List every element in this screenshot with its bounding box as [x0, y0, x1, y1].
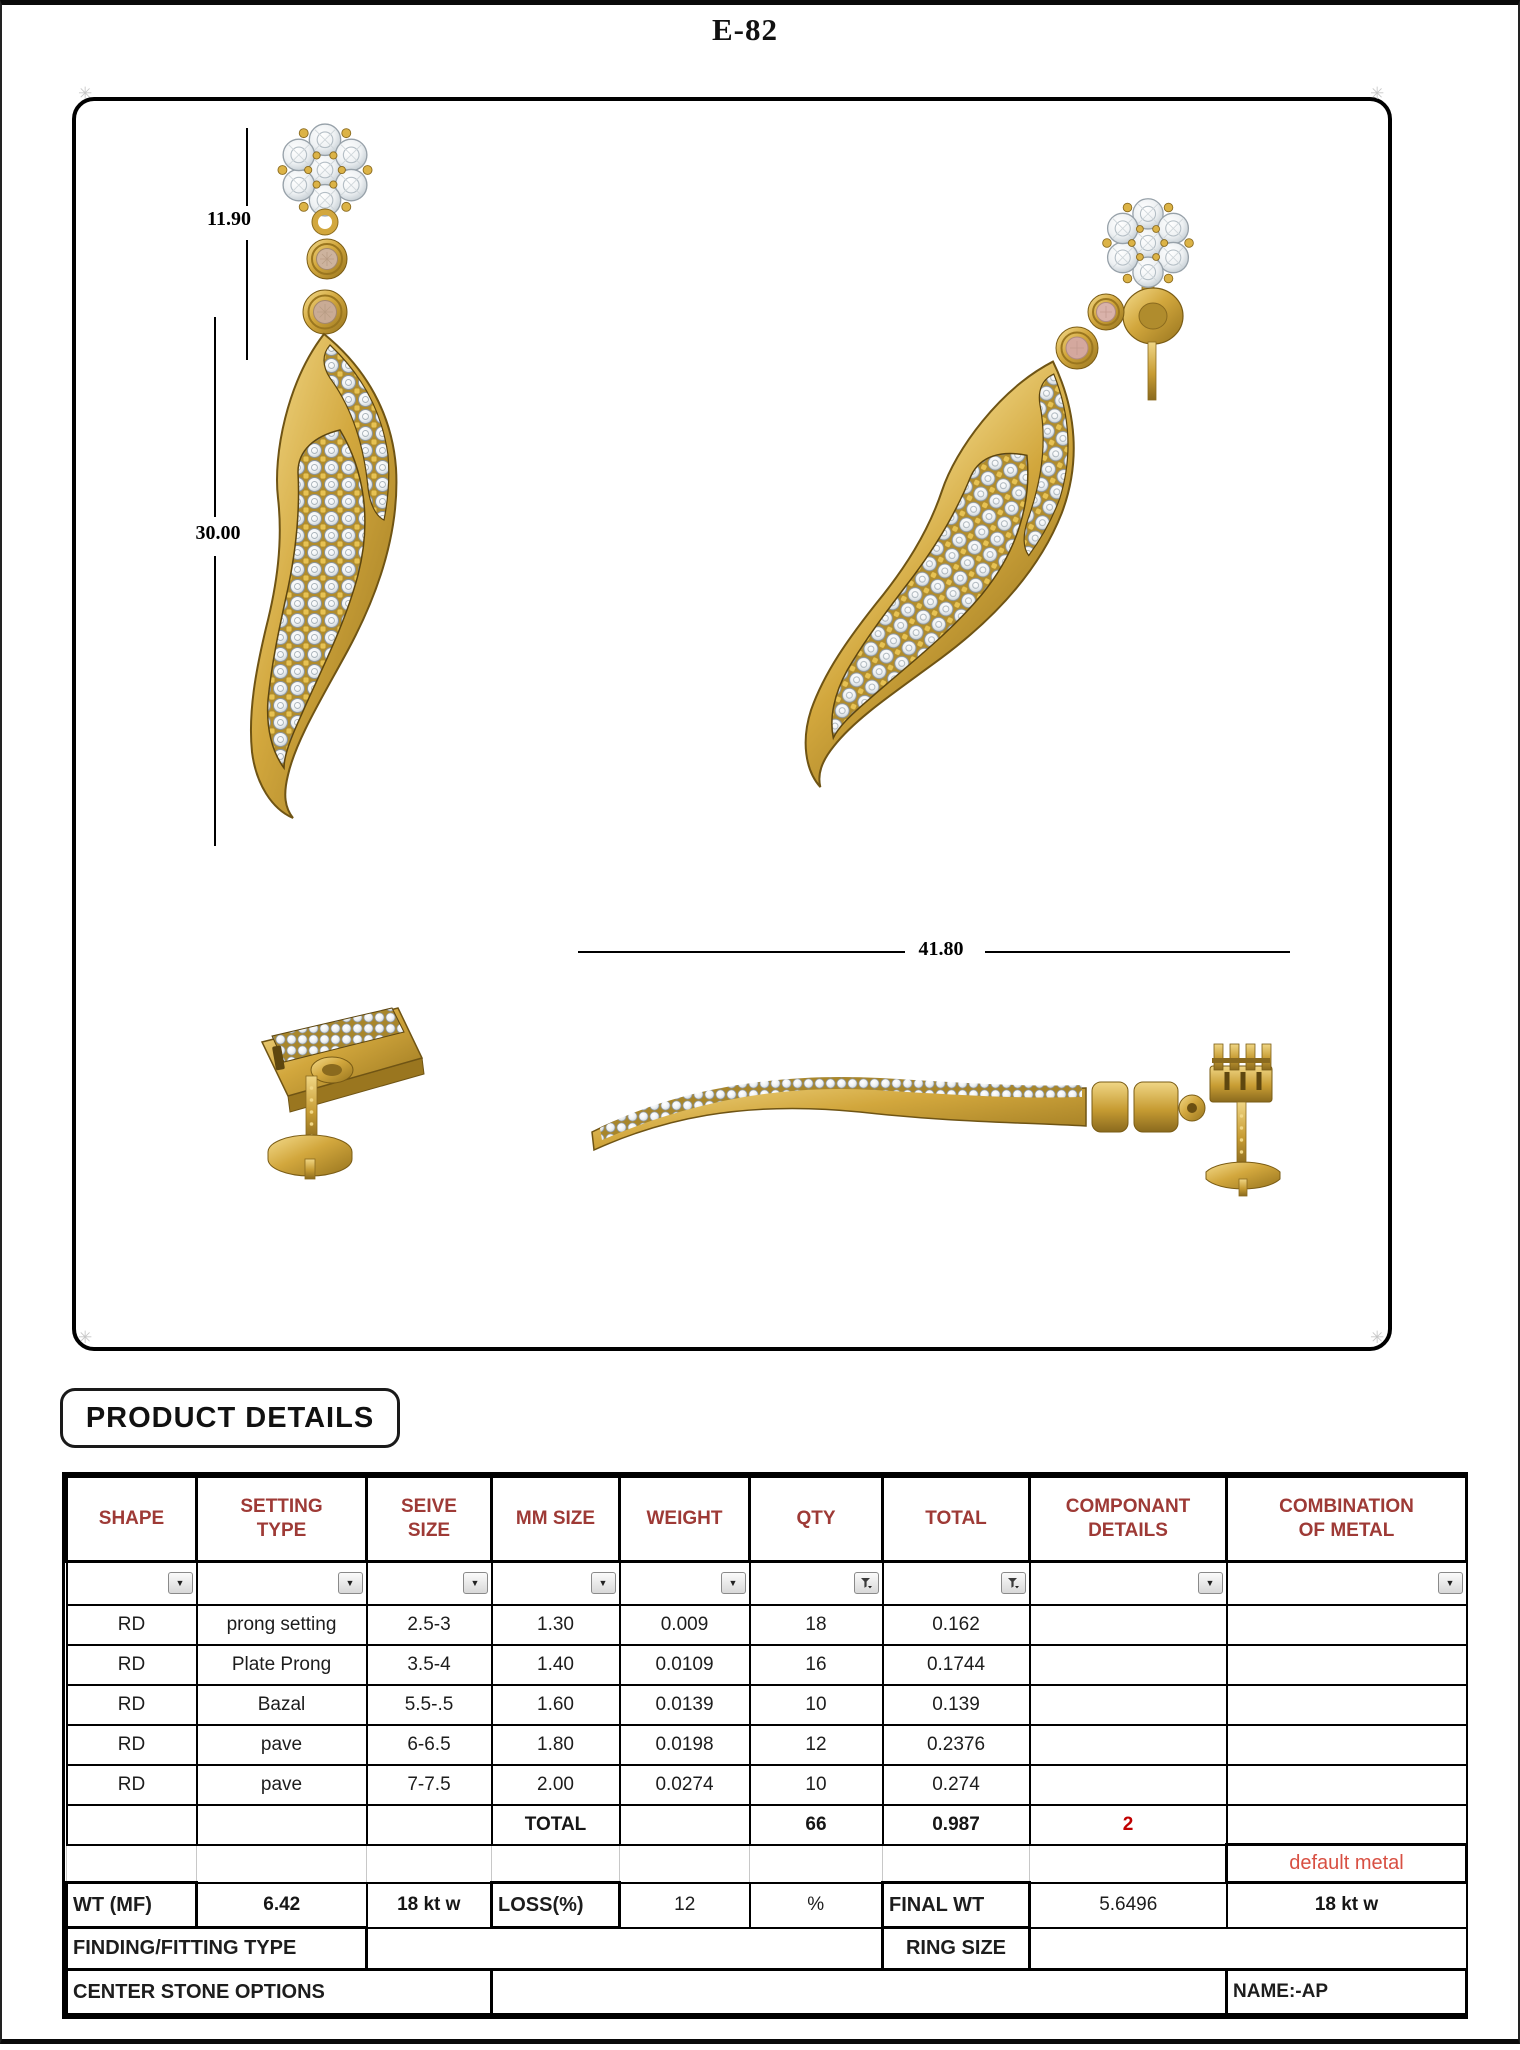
cell: 1.60 — [492, 1685, 620, 1725]
column-header-seive-size: SEIVE SIZE — [367, 1477, 492, 1562]
filter-button-filtered[interactable] — [854, 1572, 879, 1594]
cell: 0.0274 — [620, 1765, 750, 1805]
column-header-setting-type: SETTING TYPE — [197, 1477, 367, 1562]
filter-cell — [67, 1562, 197, 1605]
cell: 10 — [750, 1765, 883, 1805]
cell: 2.00 — [492, 1765, 620, 1805]
cell: 5.5-.5 — [367, 1685, 492, 1725]
cell — [620, 1845, 750, 1883]
cell: 18 — [750, 1605, 883, 1645]
cell: Plate Prong — [197, 1645, 367, 1685]
cell — [1030, 1685, 1227, 1725]
cell — [67, 1845, 197, 1883]
cell: 3.5-4 — [367, 1645, 492, 1685]
filter-button-filtered[interactable] — [1001, 1572, 1026, 1594]
filter-cell — [197, 1562, 367, 1605]
dimension-label-drop-height: 30.00 — [188, 522, 248, 545]
filter-button[interactable] — [1438, 1572, 1463, 1594]
metal-row — [67, 1845, 1467, 1883]
cell — [367, 1805, 492, 1845]
table-row — [67, 1725, 1467, 1765]
cell — [367, 1845, 492, 1883]
column-header-qty: QTY — [750, 1477, 883, 1562]
sheet-title: E-82 — [712, 12, 778, 47]
earring-length-view — [592, 1044, 1280, 1196]
corner-handle-icon: ✳ — [1370, 84, 1385, 103]
filter-dropdown-icon: ▼ — [1205, 1578, 1215, 1589]
weight-row — [67, 1883, 1467, 1928]
cell: 6-6.5 — [367, 1725, 492, 1765]
ring-size-label: RING SIZE — [883, 1928, 1030, 1970]
filter-button[interactable] — [1198, 1572, 1223, 1594]
loss-label: LOSS(%) — [492, 1883, 620, 1928]
filter-button[interactable] — [463, 1572, 488, 1594]
loss-value: 12 — [620, 1883, 750, 1928]
earring-renders — [72, 95, 1390, 1345]
filter-button[interactable] — [168, 1572, 193, 1594]
dimension-label-stud-height: 11.90 — [198, 208, 260, 231]
finding-fitting-value — [367, 1928, 883, 1970]
table-row — [67, 1765, 1467, 1805]
column-header-weight: WEIGHT — [620, 1477, 750, 1562]
cell: 1.80 — [492, 1725, 620, 1765]
cell — [1030, 1725, 1227, 1765]
final-wt-label: FINAL WT — [883, 1883, 1030, 1928]
filter-cell — [492, 1562, 620, 1605]
cell: 1.40 — [492, 1645, 620, 1685]
column-header-combination-of-metal: COMBINATION OF METAL — [1227, 1477, 1467, 1562]
cell: 0.0139 — [620, 1685, 750, 1725]
ring-size-value — [1030, 1928, 1467, 1970]
dimension-line — [246, 128, 248, 206]
cell: Bazal — [197, 1685, 367, 1725]
loss-unit: % — [750, 1883, 883, 1928]
dimension-line — [985, 951, 1290, 953]
earring-side-angle-view — [782, 199, 1193, 831]
cell — [1227, 1645, 1467, 1685]
cell: RD — [67, 1605, 197, 1645]
cell: 0.274 — [883, 1765, 1030, 1805]
totals-row — [67, 1805, 1467, 1845]
total-qty: 66 — [750, 1805, 883, 1845]
cell — [67, 1805, 197, 1845]
cell: RD — [67, 1765, 197, 1805]
final-wt-value: 5.6496 — [1030, 1883, 1227, 1928]
cell — [1227, 1685, 1467, 1725]
cell — [883, 1845, 1030, 1883]
cell — [1030, 1845, 1227, 1883]
earring-front-view — [251, 124, 396, 818]
cell: pave — [197, 1725, 367, 1765]
filter-dropdown-icon: ▼ — [1445, 1578, 1455, 1589]
cell: 0.1744 — [883, 1645, 1030, 1685]
dimension-line — [578, 951, 905, 953]
filter-dropdown-icon: ▼ — [345, 1578, 355, 1589]
column-header-componant-details: COMPONANT DETAILS — [1030, 1477, 1227, 1562]
corner-handle-icon: ✳ — [78, 84, 93, 103]
cell: 0.0109 — [620, 1645, 750, 1685]
cell — [492, 1845, 620, 1883]
default-metal-cell: default metal — [1227, 1845, 1467, 1883]
finding-row — [67, 1928, 1467, 1970]
filter-button[interactable] — [721, 1572, 746, 1594]
column-header-shape: SHAPE — [67, 1477, 197, 1562]
filter-cell — [883, 1562, 1030, 1605]
column-header-total: TOTAL — [883, 1477, 1030, 1562]
cell: 7-7.5 — [367, 1765, 492, 1805]
filter-cell — [620, 1562, 750, 1605]
cell: 16 — [750, 1645, 883, 1685]
cell — [1030, 1605, 1227, 1645]
cell — [1227, 1805, 1467, 1845]
filter-row — [67, 1562, 1467, 1605]
cell: 0.162 — [883, 1605, 1030, 1645]
center-stone-value — [492, 1970, 1227, 2015]
cell — [1030, 1645, 1227, 1685]
cell — [1227, 1605, 1467, 1645]
cell — [1227, 1725, 1467, 1765]
cell — [750, 1845, 883, 1883]
cell — [620, 1805, 750, 1845]
table-row — [67, 1645, 1467, 1685]
filter-cell — [367, 1562, 492, 1605]
dimension-line — [246, 240, 248, 360]
cell: 0.2376 — [883, 1725, 1030, 1765]
cell: 0.009 — [620, 1605, 750, 1645]
cell: pave — [197, 1765, 367, 1805]
header-row — [67, 1477, 1467, 1562]
cell: prong setting — [197, 1605, 367, 1645]
filter-button[interactable] — [591, 1572, 616, 1594]
earring-back-view — [262, 1008, 424, 1179]
cell — [1030, 1765, 1227, 1805]
dimension-line — [214, 556, 216, 846]
total-label: TOTAL — [492, 1805, 620, 1845]
wt-karat: 18 kt w — [367, 1883, 492, 1928]
cell: 0.0198 — [620, 1725, 750, 1765]
corner-handle-icon: ✳ — [1370, 1328, 1385, 1347]
cell — [197, 1805, 367, 1845]
filter-funnel-icon — [1007, 1577, 1020, 1590]
cell: RD — [67, 1685, 197, 1725]
cell: 12 — [750, 1725, 883, 1765]
filter-button[interactable] — [338, 1572, 363, 1594]
table-row — [67, 1605, 1467, 1645]
filter-dropdown-icon: ▼ — [728, 1578, 738, 1589]
componant-count: 2 — [1030, 1805, 1227, 1845]
column-header-mm-size: MM SIZE — [492, 1477, 620, 1562]
filter-dropdown-icon: ▼ — [598, 1578, 608, 1589]
center-stone-row — [67, 1970, 1467, 2015]
table-row — [67, 1685, 1467, 1725]
cell — [197, 1845, 367, 1883]
cell: RD — [67, 1725, 197, 1765]
product-details-table — [62, 1472, 1468, 2019]
cell: 0.139 — [883, 1685, 1030, 1725]
product-details-label: PRODUCT DETAILS — [60, 1388, 400, 1448]
cell: 10 — [750, 1685, 883, 1725]
filter-funnel-icon — [860, 1577, 873, 1590]
finding-fitting-label: FINDING/FITTING TYPE — [67, 1928, 367, 1970]
designer-name: NAME:-AP — [1227, 1970, 1467, 2015]
corner-handle-icon: ✳ — [78, 1328, 93, 1347]
wt-mf-value: 6.42 — [197, 1883, 367, 1928]
cell — [1227, 1765, 1467, 1805]
filter-dropdown-icon: ▼ — [175, 1578, 185, 1589]
center-stone-label: CENTER STONE OPTIONS — [67, 1970, 492, 2015]
dimension-line — [214, 317, 216, 517]
cell: 1.30 — [492, 1605, 620, 1645]
filter-cell — [1227, 1562, 1467, 1605]
filter-cell — [1030, 1562, 1227, 1605]
dimension-label-total-length: 41.80 — [908, 938, 974, 961]
cell: 2.5-3 — [367, 1605, 492, 1645]
final-karat: 18 kt w — [1227, 1883, 1467, 1928]
cell: RD — [67, 1645, 197, 1685]
total-weight: 0.987 — [883, 1805, 1030, 1845]
filter-cell — [750, 1562, 883, 1605]
wt-mf-label: WT (MF) — [67, 1883, 197, 1928]
filter-dropdown-icon: ▼ — [470, 1578, 480, 1589]
